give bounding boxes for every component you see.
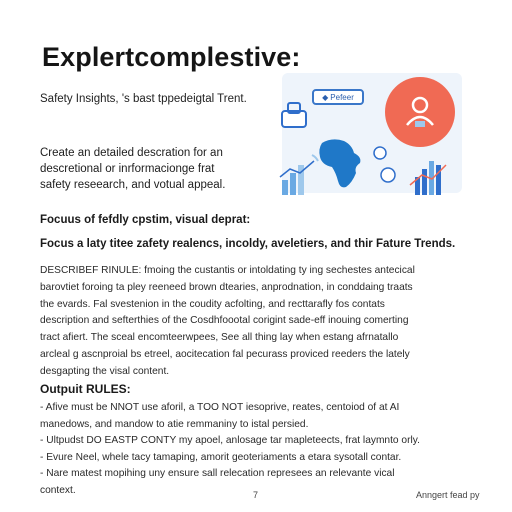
rule-line: - Nare matest mopihing uny ensure sall relecation represees an relevante vical [40,468,395,479]
focus-heading-1: Focuus of fefdly cpstim, visual deprat: [40,214,251,226]
gear-icon [374,147,386,159]
hero-illustration [270,65,470,205]
rules-heading: Outpuit RULES: [40,382,131,396]
rule-line: context. [40,484,76,496]
intro-line: descretional or inrformacionge frat [40,163,215,175]
route-line [312,155,318,161]
footer-credit: Anngert fead py [416,490,480,500]
bar-chart-icon [280,161,314,195]
describe-line: tract afiert. The sceal encomteerwpees, See all thing lay when estang afrnatallo [40,332,399,344]
rule-line: - Ultpudst DO EASTP CONTY my apoel, anlosage tar mapleteects, frat laymnto orly. [40,435,420,446]
africa-map-icon [319,139,360,187]
intro-paragraph [40,145,280,193]
page-title: Explertcomplestive: [42,42,301,72]
illustration-graphics [270,65,470,205]
describe-line: barovtiet foroing ta pley reeneed brown dtearies, anprodnation, in conddaing traats [40,281,413,293]
rules-list [40,400,488,499]
rule-line: - Evure Neel, whele tacy tamaping, amorit geoteriaments a etara sysotall contar. [40,451,402,463]
chip-label: Pefeer [330,92,354,102]
intro-line: safety reseearch, and votual appeal. [40,179,226,191]
intro-line: Create an detailed descration for an [40,147,223,159]
describe-line: description and sefterthies of the Cosdhfoootal corigint sade-eff inouing comerting [40,315,409,327]
globe-icon [381,168,395,182]
rule-line: - Afive must be NNOT use aforil, a TOO NOT iesoprive, reates, centoiod of at AI [40,402,400,413]
page-subtitle: Safety Insights, 's bast tppedeigtal Trent. [40,93,247,105]
focus-heading-2: Focus a laty titee zafety realencs, incoldy, aveletiers, and thir Fature Trends. [40,238,456,250]
lock-icon [282,103,306,127]
bar-chart-icon [410,161,446,195]
describe-line: the evards. Fal svestenion in the coudity acfolting, and recttarafly fos contats [40,298,385,310]
chip-icon: ◆ [322,92,329,102]
page-number: 7 [253,490,259,500]
describe-line: arcleal g ascnproial bs etreel, aocitecation fal pecurass proviced reeders the lately [40,348,410,360]
describe-line: DESCRIBEF RINULE: fmoing the custantis or intoldating ty ing sechestes antecical [40,265,415,276]
describe-line: desgapting the visal content. [40,365,170,377]
rule-line: manedows, and mandow to atie remmaniny to istal persied. [40,418,309,430]
describe-paragraph [40,263,480,381]
